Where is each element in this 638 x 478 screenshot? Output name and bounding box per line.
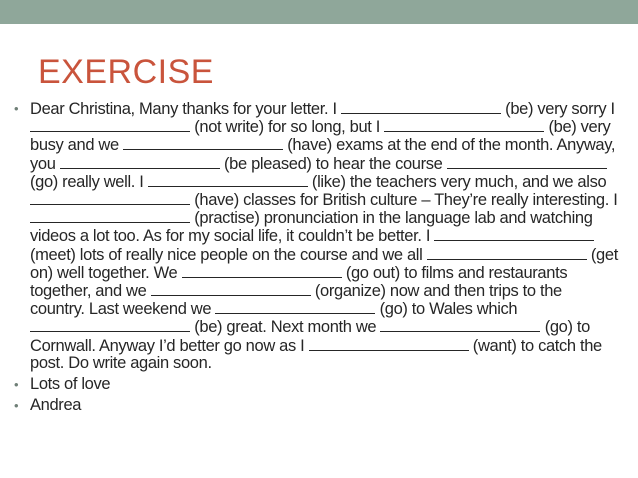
bullet-dot-icon: • [14,101,19,116]
paragraph-text-segment: (be) great. Next month we [190,318,381,337]
answer-blank[interactable] [380,318,540,332]
paragraph-text-segment: (go) to Cornwall. Anyway I’d better go now as I [30,318,595,355]
bullet-dot-icon: • [14,377,19,393]
paragraph-text-segment: (go out) to films and restaurants together, and we [30,263,572,301]
paragraph-text-segment: (want) to catch the post. Do write again soon. [30,336,607,372]
answer-blank[interactable] [148,173,308,187]
answer-blank[interactable] [182,264,342,278]
paragraph-text-segment: (be) very busy and we [30,118,615,155]
answer-blank[interactable] [30,209,190,223]
slide-content [14,100,623,418]
slide-top-bar [0,0,638,24]
paragraph-text-segment: (not write) for so long, but I [190,118,385,137]
paragraph-text-segment: (go) really well. I [30,154,611,191]
answer-blank[interactable] [434,227,594,241]
paragraph-text-segment: (get on) well together. We [30,245,623,282]
paragraph-text-segment: (be) very sorry I [500,100,619,118]
answer-blank[interactable] [30,118,190,132]
paragraph-text-segment: (go) to Wales which [375,300,522,319]
answer-blank[interactable] [447,155,607,169]
letter-paragraph [30,100,622,372]
answer-blank[interactable] [30,318,190,332]
paragraph-text-segment: (like) the teachers very much, and we also [307,172,611,191]
bullet-letter [14,100,623,372]
answer-blank[interactable] [215,300,375,314]
paragraph-text-segment: (be pleased) to hear the course [219,154,447,173]
bullet-dot-icon: • [14,398,19,414]
paragraph-text-segment: (meet) lots of really nice people on the course and we all [30,227,599,264]
closing-text: Lots of love [30,375,111,394]
paragraph-text-segment: (have) classes for British culture – They’re really interesting. I [190,191,622,210]
answer-blank[interactable] [123,136,283,150]
paragraph-text-segment: (have) exams at the end of the month. Anyway, you [30,136,620,173]
answer-blank[interactable] [30,191,190,205]
answer-blank[interactable] [427,246,587,260]
paragraph-text-segment: (practise) pronunciation in the language lab and watching videos a lot too. As for my social life, it couldn’t be better. I [30,209,597,246]
answer-blank[interactable] [309,337,469,351]
paragraph-text-segment: (organize) now and then trips to the country. Last weekend we [30,282,567,319]
bullet-signature [14,397,620,414]
paragraph-text-segment: Dear Christina, Many thanks for your letter. I [30,100,341,118]
slide-title: EXERCISE [38,53,214,91]
signature-text: Andrea [30,396,82,415]
answer-blank[interactable] [384,118,544,132]
bullet-closing [14,376,620,393]
answer-blank[interactable] [151,282,311,296]
answer-blank[interactable] [341,100,501,114]
answer-blank[interactable] [60,155,220,169]
